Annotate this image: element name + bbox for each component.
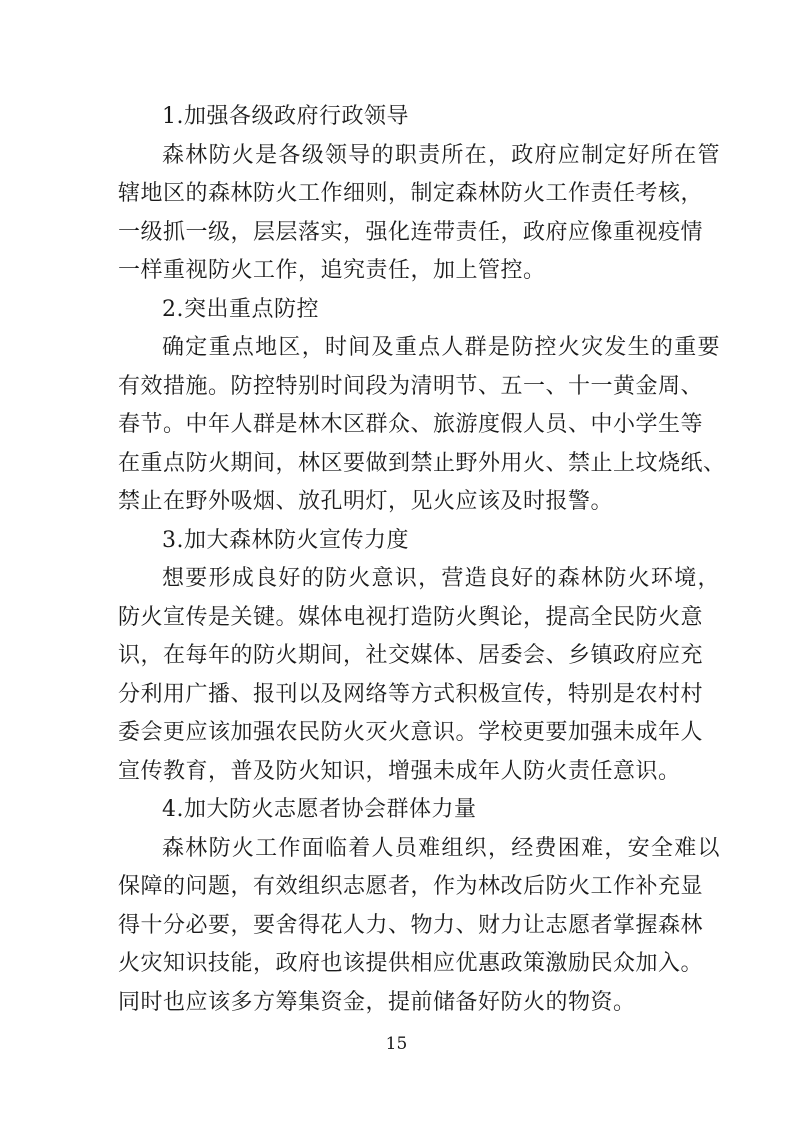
paragraph-line: 得十分必要，要舍得花人力、物力、财力让志愿者掌握森林: [118, 912, 704, 938]
paragraph-line: 宣传教育，普及防火知识，增强未成年人防火责任意识。: [118, 758, 681, 784]
paragraph-line: 一级抓一级，层层落实，强化连带责任，政府应像重视疫情: [118, 219, 704, 245]
paragraph-line: 一样重视防火工作，追究责任，加上管控。: [118, 258, 546, 283]
paragraph-line: 火灾知识技能，政府也该提供相应优惠政策激励民众加入。: [118, 951, 704, 976]
paragraph-line: 森林防火工作面临着人员难组织，经费困难，安全难以: [162, 835, 720, 861]
paragraph-line: 禁止在野外吸烟、放孔明灯，见火应该及时报警。: [118, 489, 614, 514]
paragraph-line: 委会更应该加强农民防火灭火意识。学校更要加强未成年人: [118, 720, 704, 745]
document-body: [118, 98, 726, 1022]
paragraph-line: 识，在每年的防火期间，社交媒体、居委会、乡镇政府应充: [118, 643, 704, 668]
section-heading-2: 2.突出重点防控: [162, 296, 319, 322]
paragraph-line: 分利用广播、报刊以及网络等方式积极宣传，特别是农村村: [118, 681, 704, 707]
section-heading-3: 3.加大森林防火宣传力度: [162, 527, 409, 553]
paragraph-line: 在重点防火期间，林区要做到禁止野外用火、禁止上坟烧纸、: [118, 450, 726, 476]
paragraph-line: 森林防火是各级领导的职责所在，政府应制定好所在管: [162, 142, 720, 168]
paragraph-line: 防火宣传是关键。媒体电视打造防火舆论，提高全民防火意: [118, 604, 704, 630]
page-number: 15: [385, 1034, 408, 1054]
paragraph-line: 有效措施。防控特别时间段为清明节、五一、十一黄金周、: [118, 373, 704, 399]
paragraph-line: 春节。中年人群是林木区群众、旅游度假人员、中小学生等: [118, 412, 704, 437]
section-heading-4: 4.加大防火志愿者协会群体力量: [162, 797, 477, 822]
paragraph-line: 确定重点地区，时间及重点人群是防控火灾发生的重要: [162, 335, 720, 360]
paragraph-line: 同时也应该多方筹集资金，提前储备好防火的物资。: [118, 989, 636, 1015]
section-heading-1: 1.加强各级政府行政领导: [162, 104, 409, 129]
paragraph-line: 保障的问题，有效组织志愿者，作为林改后防火工作补充显: [118, 874, 704, 899]
paragraph-line: 辖地区的森林防火工作细则，制定森林防火工作责任考核，: [118, 181, 704, 206]
paragraph-line: 想要形成良好的防火意识，营造良好的森林防火环境，: [162, 566, 720, 591]
